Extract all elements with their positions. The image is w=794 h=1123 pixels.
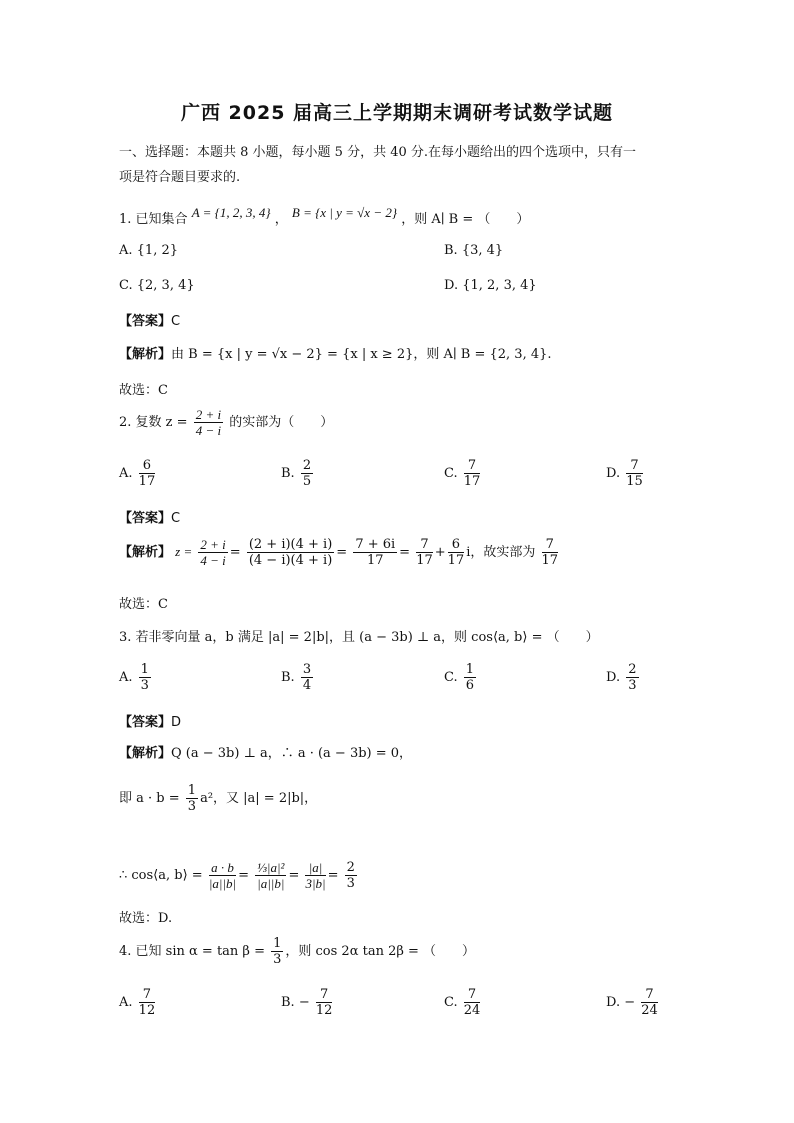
frac-num: ⅓|a|² <box>257 860 285 875</box>
frac-num: 2 + i <box>200 537 226 552</box>
frac-den: 3 <box>346 876 355 891</box>
frac-num: 7 + 6i <box>355 537 396 552</box>
q2-option-fraction <box>626 458 643 489</box>
frac-den: 5 <box>302 474 312 489</box>
frac-den: 17 <box>366 553 384 568</box>
q4-option-c <box>444 987 482 1018</box>
frac-num: 2 <box>628 662 637 677</box>
analysis-label: 【解析】 <box>119 347 172 362</box>
frac-den: 17 <box>463 474 481 489</box>
frac-den: 12 <box>315 1003 333 1018</box>
frac-num: 1 <box>140 662 149 677</box>
q1-option-c: C. {2, 3, 4} <box>119 278 195 293</box>
frac-den: 24 <box>463 1003 481 1018</box>
q2-analysis-frac-2 <box>247 537 334 568</box>
q3-analysis-line1 <box>119 742 412 761</box>
q3-analysis-line3: ∴ cos⟨a, b⟩ = $\frac{a \cdot b}{|a||b|}$ = $\frac{\text{⅓|a|²}}{|a||b|}$ = $\frac{|a|}{3|b|}$ = $\frac{2}{3}$ <box>119 860 355 891</box>
q1-answer <box>119 310 180 329</box>
q2-analysis-frac-5 <box>448 537 465 568</box>
frac-num: 7 <box>464 458 481 474</box>
q2-option-c <box>444 458 482 489</box>
page-title: 广西 2025 届高三上学期期末调研考试数学试题 <box>180 102 614 124</box>
q2-option-letter: D. <box>606 466 621 481</box>
q2-option-letter: B. <box>281 466 295 481</box>
q4-option-letter: B. <box>281 995 295 1010</box>
answer-label: 【答案】 <box>119 511 172 526</box>
q4-option-a <box>119 987 157 1018</box>
q2-option-fraction <box>139 458 156 489</box>
q2-stem-post: 的实部为（ ） <box>229 415 334 430</box>
q4-option-fraction <box>641 987 658 1018</box>
q3-analysis-line3-frac-4 <box>345 860 357 891</box>
q2-option-fraction <box>464 458 481 489</box>
q2-frac-num: 2 + i <box>195 407 222 422</box>
q2-option-d <box>606 458 645 489</box>
q2-answer-value: C <box>171 511 181 526</box>
question-3-stem: 3. 若非零向量 a，b 满足 |a| = 2|b|，且 (a − 3b) ⊥ a，则 cos⟨a, b⟩ = （ ） <box>119 630 599 645</box>
q2-analysis-frac-6 <box>542 537 559 568</box>
frac-den: 3 <box>273 952 282 967</box>
q3-analysis-line3-frac-2 <box>255 860 286 891</box>
q3-option-d <box>606 662 641 693</box>
q1-answer-value: C <box>171 314 181 329</box>
frac-num: 2 <box>346 860 355 875</box>
frac-num: 6 <box>139 458 156 474</box>
q1-set-b: B = {x | y = √x − 2} <box>291 205 398 220</box>
q2-option-letter: C. <box>444 466 458 481</box>
q4-option-b <box>281 987 334 1018</box>
frac-den: 17 <box>447 553 465 568</box>
section-instructions-line1: 一、选择题：本题共 8 小题，每小题 5 分，共 40 分.在每小题给出的四个选项中，只有一 <box>119 145 637 160</box>
q3-analysis-line3-pre: ∴ cos⟨a, b⟩ = <box>119 868 203 883</box>
q1-option-a: A. {1, 2} <box>119 243 179 258</box>
q2-analysis-frac-1 <box>198 537 227 568</box>
frac-den: 3 <box>628 678 637 693</box>
q2-choose-value: C <box>158 597 168 612</box>
frac-num: 1 <box>465 662 475 677</box>
q3-analysis-line1-text: Q (a − 3b) ⊥ a，∴ a · (a − 3b) = 0， <box>171 746 413 761</box>
frac-num: 7 <box>316 987 333 1003</box>
q1-option-b: B. {3, 4} <box>444 243 504 258</box>
q1-analysis-text: 由 B = {x | y = √x − 2} = {x | x ≥ 2}，则 A∣ B = {2, 3, 4}. <box>171 347 552 362</box>
q2-analysis: 【解析】 z = $\frac{2 + i}{4 - i}$ = $\frac{(2 + i)(4 + i)}{(4 - i)(4 + i)}$ = $\frac{7 + 6i}{17}$ = $\frac{7}{17}$ + $\frac{6}{17}$ i，故实部为 $\frac{7}{17}$ <box>119 537 559 568</box>
q2-option-a <box>119 458 157 489</box>
frac-num: (2 + i)(4 + i) <box>248 537 333 552</box>
q1-choose <box>119 379 168 398</box>
q3-option-a <box>119 662 153 693</box>
q3-option-letter: A. <box>119 670 133 685</box>
q4-option-d <box>606 987 660 1018</box>
q3-option-letter: D. <box>606 670 621 685</box>
q4-stem-post: ，则 cos 2α tan 2β = （ ） <box>285 944 476 959</box>
section-instructions-line2: 项是符合题目要求的. <box>119 170 241 185</box>
q2-choose <box>119 593 168 612</box>
frac-den: 15 <box>626 474 643 489</box>
frac-den: 3|b| <box>305 876 326 891</box>
q4-option-letter: D. <box>606 995 621 1010</box>
frac-num: 7 <box>139 987 156 1003</box>
analysis-label: 【解析】 <box>119 545 172 560</box>
q3-option-fraction <box>626 662 638 693</box>
q3-analysis-line2 <box>119 783 317 814</box>
q4-option-fraction <box>139 987 156 1018</box>
q3-analysis-line3-frac-1 <box>209 860 236 891</box>
choose-label: 故选： <box>119 383 159 398</box>
q1-set-a: A = {1, 2, 3, 4} <box>191 205 271 220</box>
answer-label: 【答案】 <box>119 715 172 730</box>
frac-den: |a||b| <box>208 876 237 891</box>
question-1-stem: 1. 已知集合 A = {1, 2, 3, 4} ， B = {x | y = √x − 2} ，则 A∣ B = （ ） <box>119 205 530 227</box>
frac-num: 3 <box>302 662 312 677</box>
q3-option-fraction <box>464 662 476 693</box>
frac-num: |a| <box>305 860 325 876</box>
q2-fraction <box>194 407 223 438</box>
q1-choose-value: C <box>158 383 168 398</box>
frac-den: 6 <box>465 678 475 693</box>
q3-analysis-line2-post: a²，又 |a| = 2|b|， <box>200 791 318 806</box>
q1-stem-post: ，则 A∣ B = （ ） <box>401 212 530 227</box>
q2-option-letter: A. <box>119 466 133 481</box>
frac-den: 17 <box>138 474 156 489</box>
frac-num: 6 <box>448 537 465 553</box>
q3-choose <box>119 907 172 926</box>
q3-option-letter: C. <box>444 670 458 685</box>
frac-num: 7 <box>641 987 658 1003</box>
q2-option-b <box>281 458 315 489</box>
q1-stem-pre: 1. 已知集合 <box>119 212 188 227</box>
frac-den: 17 <box>541 553 559 568</box>
q1-option-d: D. {1, 2, 3, 4} <box>444 278 537 293</box>
choose-label: 故选： <box>119 597 159 612</box>
frac-num: 7 <box>416 537 433 553</box>
q3-option-b <box>281 662 315 693</box>
q4-stem-pre: 4. 已知 sin α = tan β = <box>119 944 265 959</box>
q2-analysis-z: z = <box>175 544 193 559</box>
frac-num: 2 <box>302 458 312 473</box>
q3-option-letter: B. <box>281 670 295 685</box>
choose-label: 故选： <box>119 911 159 926</box>
answer-label: 【答案】 <box>119 314 172 329</box>
q2-analysis-frac-4 <box>416 537 433 568</box>
q3-option-fraction <box>301 662 313 693</box>
q4-option-sign: − <box>624 995 636 1010</box>
q2-stem-pre: 2. 复数 z = <box>119 415 188 430</box>
frac-num: 7 <box>626 458 643 474</box>
frac-den: |a||b| <box>257 876 285 891</box>
q2-analysis-frac-3 <box>353 537 397 568</box>
q4-option-fraction <box>464 987 481 1018</box>
q2-answer <box>119 507 180 526</box>
q4-option-letter: A. <box>119 995 133 1010</box>
q3-answer-value: D <box>171 715 182 730</box>
frac-num: 1 <box>273 936 282 951</box>
frac-num: 7 <box>464 987 481 1003</box>
q4-option-fraction <box>316 987 333 1018</box>
frac-num: a · b <box>209 860 236 876</box>
q2-option-fraction <box>301 458 313 489</box>
frac-num: 1 <box>187 783 197 798</box>
q2-analysis-tail: i，故实部为 <box>466 545 536 560</box>
frac-den: (4 − i)(4 + i) <box>248 553 333 568</box>
q4-fraction <box>271 936 283 967</box>
question-2-stem <box>119 407 333 438</box>
q2-frac-den: 4 − i <box>195 423 222 438</box>
q3-choose-value: D. <box>158 911 173 926</box>
q3-answer <box>119 711 181 730</box>
q3-option-fraction <box>139 662 151 693</box>
frac-den: 3 <box>187 799 197 814</box>
q1-analysis <box>119 343 552 362</box>
q4-option-letter: C. <box>444 995 458 1010</box>
frac-num: 7 <box>542 537 559 553</box>
question-4-stem <box>119 936 475 967</box>
q3-analysis-line2-frac <box>186 783 198 814</box>
frac-den: 3 <box>140 678 149 693</box>
frac-den: 24 <box>641 1003 658 1018</box>
frac-den: 17 <box>416 553 433 568</box>
frac-den: 12 <box>138 1003 156 1018</box>
analysis-label: 【解析】 <box>119 746 172 761</box>
q4-option-sign: − <box>298 995 310 1010</box>
frac-den: 4 <box>302 678 312 693</box>
q3-option-c <box>444 662 478 693</box>
q3-analysis-line3-frac-3 <box>305 860 325 891</box>
q3-analysis-line2-pre: 即 a · b = <box>119 791 180 806</box>
frac-den: 4 − i <box>200 553 226 568</box>
